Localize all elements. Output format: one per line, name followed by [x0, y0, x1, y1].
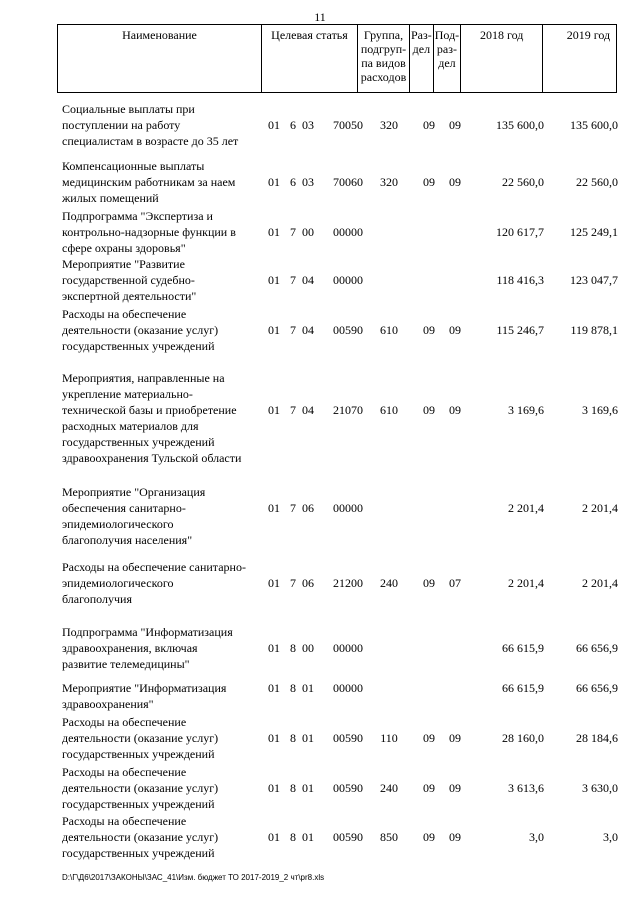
- cell-podrazdel: 09: [449, 731, 461, 745]
- row-name: Расходы на обеспечение санитарно- эпидемиологического благополучия: [62, 560, 246, 606]
- footer-file-path: D:\Г\Д6\2017\ЗАКОНЫ\ЗАС_41\Изм. бюджет ТО 2017-2019_2 чт\pr8.xls: [62, 873, 325, 882]
- cell-p1: 01: [268, 641, 280, 655]
- cell-podrazdel: 09: [449, 118, 461, 132]
- cell-p3: 00: [302, 225, 314, 239]
- cell-group: 240: [380, 781, 398, 795]
- cell-podrazdel: 09: [449, 323, 461, 337]
- cell-y2018: 118 416,3: [496, 273, 544, 287]
- cell-group: 240: [380, 576, 398, 590]
- cell-p2: 7: [290, 273, 296, 287]
- cell-razdel: 09: [423, 175, 435, 189]
- header-2018: 2018 год: [461, 25, 543, 93]
- table-header: [57, 24, 617, 93]
- cell-y2018: 3,0: [529, 830, 544, 844]
- cell-y2018: 2 201,4: [508, 576, 544, 590]
- cell-y2019: 3 169,6: [582, 403, 618, 417]
- row-name: Расходы на обеспечение деятельности (оказание услуг) государственных учреждений: [62, 307, 219, 353]
- cell-p1: 01: [268, 225, 280, 239]
- cell-p1: 01: [268, 731, 280, 745]
- cell-p1: 01: [268, 830, 280, 844]
- cell-y2019: 119 878,1: [570, 323, 618, 337]
- row-name: Подпрограмма "Информатизация здравоохранения, включая развитие телемедицины": [62, 625, 233, 671]
- cell-y2018: 66 615,9: [502, 681, 544, 695]
- row-name: Мероприятие "Организация обеспечения санитарно- эпидемиологического благополучия населения": [62, 485, 206, 547]
- cell-p3: 01: [302, 830, 314, 844]
- cell-y2019: 123 047,7: [570, 273, 618, 287]
- cell-p2: 6: [290, 175, 296, 189]
- cell-p4: 70060: [333, 175, 363, 189]
- cell-podrazdel: 09: [449, 830, 461, 844]
- header-name: Наименование: [58, 25, 262, 93]
- cell-y2018: 115 246,7: [496, 323, 544, 337]
- cell-y2019: 135 600,0: [570, 118, 618, 132]
- cell-y2018: 66 615,9: [502, 641, 544, 655]
- cell-podrazdel: 09: [449, 403, 461, 417]
- cell-razdel: 09: [423, 118, 435, 132]
- cell-y2018: 3 613,6: [508, 781, 544, 795]
- cell-p2: 7: [290, 225, 296, 239]
- cell-group: 610: [380, 403, 398, 417]
- cell-p3: 04: [302, 323, 314, 337]
- cell-p1: 01: [268, 323, 280, 337]
- cell-p3: 01: [302, 731, 314, 745]
- cell-razdel: 09: [423, 830, 435, 844]
- cell-y2018: 3 169,6: [508, 403, 544, 417]
- cell-y2019: 22 560,0: [576, 175, 618, 189]
- cell-podrazdel: 07: [449, 576, 461, 590]
- cell-p4: 00000: [333, 273, 363, 287]
- cell-p4: 21200: [333, 576, 363, 590]
- cell-p4: 00590: [333, 323, 363, 337]
- cell-p1: 01: [268, 118, 280, 132]
- cell-y2018: 28 160,0: [502, 731, 544, 745]
- cell-p2: 6: [290, 118, 296, 132]
- row-name: Социальные выплаты при поступлении на работу специалистам в возрасте до 35 лет: [62, 102, 239, 148]
- cell-p4: 21070: [333, 403, 363, 417]
- cell-p4: 00590: [333, 781, 363, 795]
- cell-p2: 8: [290, 641, 296, 655]
- cell-y2019: 2 201,4: [582, 501, 618, 515]
- page-number: 11: [314, 10, 326, 24]
- cell-p1: 01: [268, 576, 280, 590]
- header-target: Целевая статья: [262, 25, 358, 93]
- cell-podrazdel: 09: [449, 781, 461, 795]
- row-name: Мероприятия, направленные на укрепление материально- технической базы и приобретение расходных материалов для государственных учреждений здравоохранения Тульской области: [62, 371, 242, 465]
- cell-razdel: 09: [423, 576, 435, 590]
- cell-y2019: 66 656,9: [576, 681, 618, 695]
- cell-y2018: 22 560,0: [502, 175, 544, 189]
- header-razdel: Раз- дел: [410, 25, 434, 93]
- cell-p2: 8: [290, 781, 296, 795]
- cell-p4: 70050: [333, 118, 363, 132]
- row-name: Подпрограмма "Экспертиза и контрольно-надзорные функции в сфере охраны здоровья": [62, 209, 236, 255]
- cell-p1: 01: [268, 681, 280, 695]
- row-name: Мероприятие "Развитие государственной судебно- экспертной деятельности": [62, 257, 197, 303]
- cell-group: 320: [380, 175, 398, 189]
- cell-p4: 00000: [333, 641, 363, 655]
- cell-p2: 8: [290, 731, 296, 745]
- cell-p2: 8: [290, 830, 296, 844]
- cell-p1: 01: [268, 273, 280, 287]
- cell-y2018: 135 600,0: [496, 118, 544, 132]
- cell-y2018: 2 201,4: [508, 501, 544, 515]
- cell-razdel: 09: [423, 323, 435, 337]
- cell-group: 320: [380, 118, 398, 132]
- cell-podrazdel: 09: [449, 175, 461, 189]
- row-name: Мероприятие "Информатизация здравоохранения": [62, 681, 227, 711]
- cell-p1: 01: [268, 501, 280, 515]
- cell-y2019: 2 201,4: [582, 576, 618, 590]
- cell-razdel: 09: [423, 403, 435, 417]
- cell-p4: 00000: [333, 225, 363, 239]
- cell-p4: 00000: [333, 681, 363, 695]
- cell-y2019: 66 656,9: [576, 641, 618, 655]
- row-name: Компенсационные выплаты медицинским работникам за наем жилых помещений: [62, 159, 236, 205]
- cell-p2: 7: [290, 323, 296, 337]
- cell-p2: 8: [290, 681, 296, 695]
- cell-p3: 03: [302, 175, 314, 189]
- cell-p3: 06: [302, 576, 314, 590]
- cell-razdel: 09: [423, 731, 435, 745]
- cell-group: 110: [380, 731, 398, 745]
- row-name: Расходы на обеспечение деятельности (оказание услуг) государственных учреждений: [62, 765, 219, 811]
- row-name: Расходы на обеспечение деятельности (оказание услуг) государственных учреждений: [62, 715, 219, 761]
- cell-p3: 04: [302, 273, 314, 287]
- cell-p1: 01: [268, 781, 280, 795]
- header-podrazdel: Под- раз- дел: [433, 25, 460, 93]
- cell-y2019: 125 249,1: [570, 225, 618, 239]
- cell-y2018: 120 617,7: [496, 225, 544, 239]
- cell-p3: 00: [302, 641, 314, 655]
- header-2019: 2019 год: [543, 25, 617, 93]
- row-name: Расходы на обеспечение деятельности (оказание услуг) государственных учреждений: [62, 814, 219, 860]
- cell-group: 850: [380, 830, 398, 844]
- cell-y2019: 3,0: [603, 830, 618, 844]
- cell-p3: 03: [302, 118, 314, 132]
- cell-p2: 7: [290, 501, 296, 515]
- cell-p1: 01: [268, 175, 280, 189]
- cell-y2019: 28 184,6: [576, 731, 618, 745]
- cell-p3: 01: [302, 781, 314, 795]
- cell-p4: 00590: [333, 731, 363, 745]
- cell-razdel: 09: [423, 781, 435, 795]
- cell-group: 610: [380, 323, 398, 337]
- header-group: Группа, подгруп- па видов расходов: [358, 25, 410, 93]
- cell-y2019: 3 630,0: [582, 781, 618, 795]
- cell-p3: 06: [302, 501, 314, 515]
- cell-p3: 01: [302, 681, 314, 695]
- cell-p3: 04: [302, 403, 314, 417]
- cell-p2: 7: [290, 576, 296, 590]
- cell-p2: 7: [290, 403, 296, 417]
- cell-p1: 01: [268, 403, 280, 417]
- cell-p4: 00000: [333, 501, 363, 515]
- cell-p4: 00590: [333, 830, 363, 844]
